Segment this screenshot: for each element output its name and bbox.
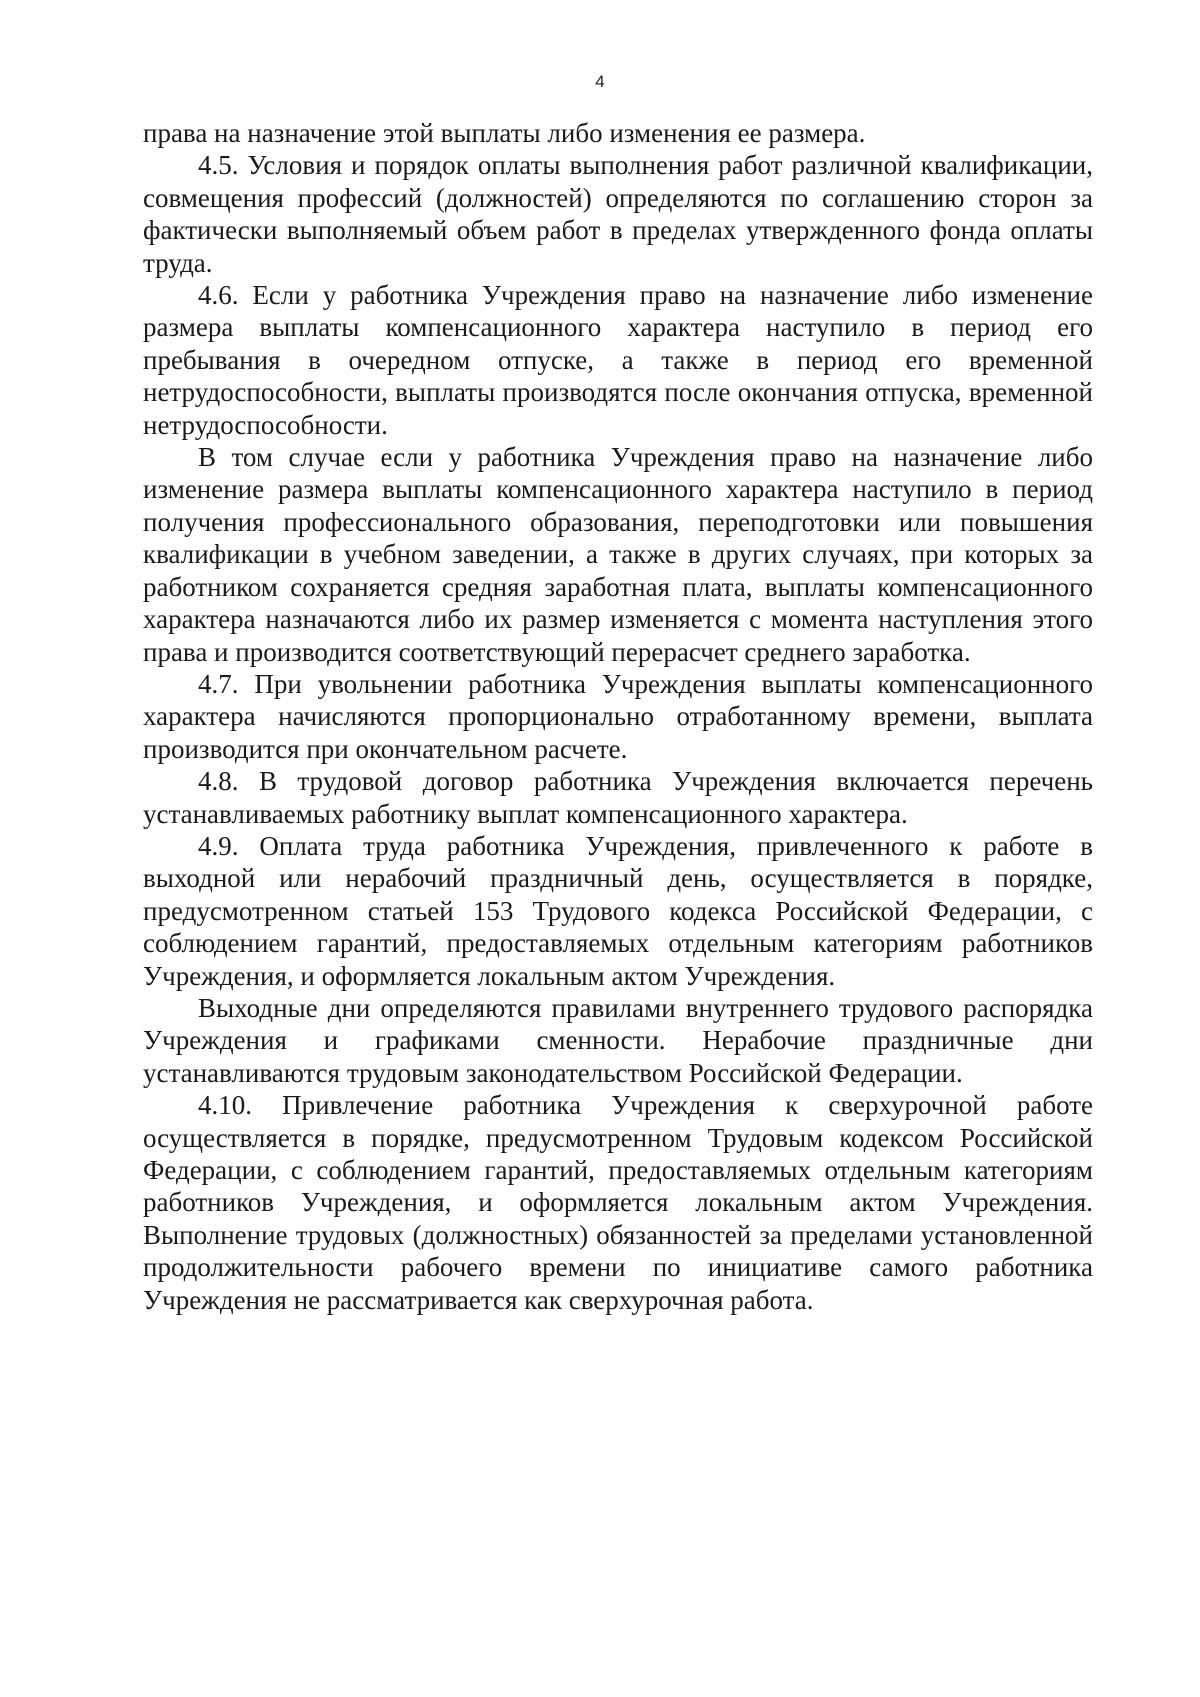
paragraph-4-6: 4.6. Если у работника Учреждения право на назначение либо изменение размера выплаты компенсационного характера наступило в период его пребывания в очередном отпуске, а также в период его временной нетрудоспособности, выплаты производятся после окончания отпуска, временной нетрудоспособности. xyxy=(143,280,1093,440)
paragraph-4-5: 4.5. Условия и порядок оплаты выполнения работ различной квалификации, совмещения профессий (должностей) определяются по соглашению сторон за фактически выполняемый объем работ в пределах утвержденного фонда оплаты труда. xyxy=(143,150,1093,278)
page-number: 4 xyxy=(595,72,605,91)
paragraph-4-10: 4.10. Привлечение работника Учреждения к сверхурочной работе осуществляется в порядке, предусмотренном Трудовым кодексом Российской Федерации, с соблюдением гарантий, предоставляемых отдельным категориям работников Учреждения, и оформляется локальным актом Учреждения. Выполнение трудовых (должностных) обязанностей за пределами установленной продолжительности рабочего времени по инициативе самого работника Учреждения не рассматривается как сверхурочная работа. xyxy=(143,1090,1093,1315)
paragraph-4-6-continued: В том случае если у работника Учреждения право на назначение либо изменение размера выплаты компенсационного характера наступило в период получения профессионального образования, переподготовки или повышения квалификации в учебном заведении, а также в других случаях, при которых за работником сохраняется средняя заработная плата, выплаты компенсационного характера назначаются либо их размер изменяется с момента наступления этого права и производится соответствующий перерасчет среднего заработка. xyxy=(143,442,1093,667)
paragraph-continuation: права на назначение этой выплаты либо изменения ее размера. xyxy=(143,118,866,148)
document-body xyxy=(143,117,1093,1316)
paragraph-4-7: 4.7. При увольнении работника Учреждения выплаты компенсационного характера начисляются пропорционально отработанному времени, выплата производится при окончательном расчете. xyxy=(143,668,1093,764)
paragraph-4-9: 4.9. Оплата труда работника Учреждения, привлеченного к работе в выходной или нерабочий праздничный день, осуществляется в порядке, предусмотренном статьей 153 Трудового кодекса Российской Федерации, с соблюдением гарантий, предоставляемых отдельным категориям работников Учреждения, и оформляется локальным актом Учреждения. xyxy=(143,830,1093,991)
paragraph-4-8: 4.8. В трудовой договор работника Учреждения включается перечень устанавливаемых работнику выплат компенсационного характера. xyxy=(143,766,1093,829)
paragraph-4-9-continued: Выходные дни определяются правилами внутреннего трудового распорядка Учреждения и графиками сменности. Нерабочие праздничные дни устанавливаются трудовым законодательством Российской Федерации. xyxy=(143,992,1093,1088)
